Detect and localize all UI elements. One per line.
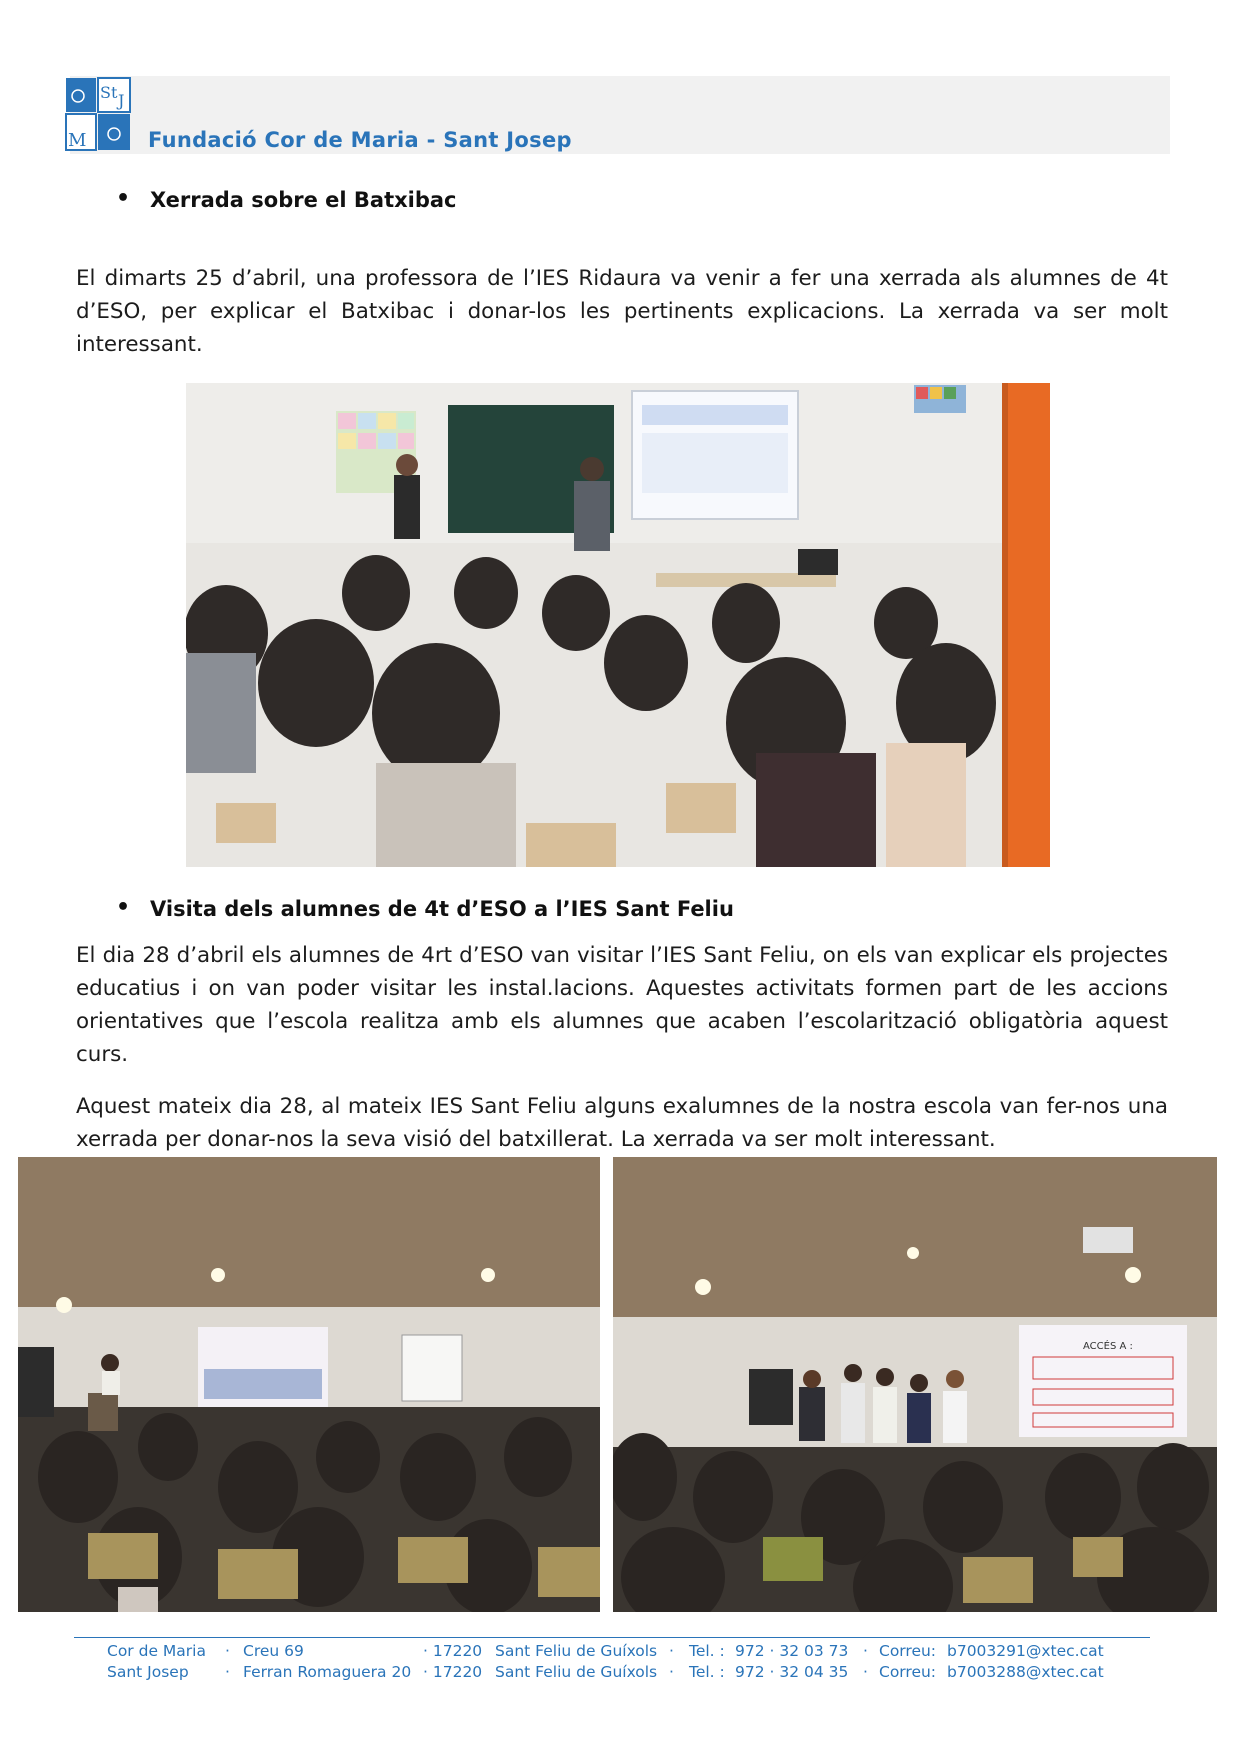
footer-row-cor-de-maria — [107, 1642, 1167, 1662]
photo-batxibac-talk — [186, 383, 1050, 867]
section2-heading — [116, 895, 734, 921]
logo-letters-st: St — [100, 83, 118, 102]
footer-mail-label: Correu: — [879, 1642, 937, 1660]
footer-separator: · — [669, 1642, 674, 1660]
footer-tel-label: Tel. : — [689, 1642, 725, 1660]
footer-separator: · — [225, 1663, 230, 1681]
footer-row-sant-josep — [107, 1663, 1167, 1683]
footer-tel-label: Tel. : — [689, 1663, 725, 1681]
photo-ies-sant-feliu-1 — [18, 1157, 600, 1612]
footer-tel: 972 · 32 03 73 — [735, 1642, 849, 1660]
footer-separator: · — [669, 1663, 674, 1681]
org-name: Fundació Cor de Maria - Sant Josep — [148, 128, 572, 152]
footer-postal: · 17220 — [423, 1663, 483, 1681]
footer-street: Creu 69 — [243, 1642, 304, 1660]
footer-city: Sant Feliu de Guíxols — [495, 1663, 658, 1681]
section1-paragraph: El dimarts 25 d’abril, una professora de l’IES Ridaura va venir a fer una xerrada als alumnes de 4t d’ESO, per explicar el Batxibac i donar-los les pertinents explicacions. La xerrada va ser molt interessant. — [76, 266, 1168, 357]
section2-paragraph2: Aquest mateix dia 28, al mateix IES Sant Feliu alguns exalumnes de la nostra escola van fer-nos una xerrada per donar-nos la seva visió del batxillerat. La xerrada va ser molt interessant. — [76, 1094, 1168, 1152]
section2-heading-text: Visita dels alumnes de 4t d’ESO a l’IES Sant Feliu — [150, 897, 734, 921]
footer-mail[interactable]: b7003291@xtec.cat — [947, 1642, 1104, 1660]
photo-ies-sant-feliu-2 — [613, 1157, 1217, 1612]
section2-paragraph1: El dia 28 d’abril els alumnes de 4rt d’ESO van visitar l’IES Sant Feliu, on els van explicar els projectes educatius i on van poder visitar les instal.lacions. Aquestes activitats formen part de les accions orientatives que l’escola realitza amb els alumnes que acaben l’escolarització obligatòria aquest curs. — [76, 943, 1168, 1067]
footer-school-name: Sant Josep — [107, 1663, 189, 1681]
footer-separator: · — [863, 1642, 868, 1660]
section1-heading — [116, 186, 457, 212]
section1-heading-text: Xerrada sobre el Batxibac — [150, 188, 457, 212]
bullet-icon: • — [116, 186, 131, 211]
footer-mail-label: Correu: — [879, 1663, 937, 1681]
bullet-icon: • — [116, 895, 131, 920]
footer-divider — [74, 1637, 1150, 1638]
footer-street: Ferran Romaguera 20 — [243, 1663, 412, 1681]
footer-postal: · 17220 — [423, 1642, 483, 1660]
logo — [64, 76, 134, 152]
logo-letters-m: M — [68, 130, 87, 151]
footer-city: Sant Feliu de Guíxols — [495, 1642, 658, 1660]
footer-separator: · — [225, 1642, 230, 1660]
logo-letters-j: J — [118, 91, 125, 110]
footer-school-name: Cor de Maria — [107, 1642, 206, 1660]
footer-mail[interactable]: b7003288@xtec.cat — [947, 1663, 1104, 1681]
footer-tel: 972 · 32 04 35 — [735, 1663, 849, 1681]
photo2-slide-title: ACCÉS A : — [1083, 1341, 1133, 1352]
footer-separator: · — [863, 1663, 868, 1681]
